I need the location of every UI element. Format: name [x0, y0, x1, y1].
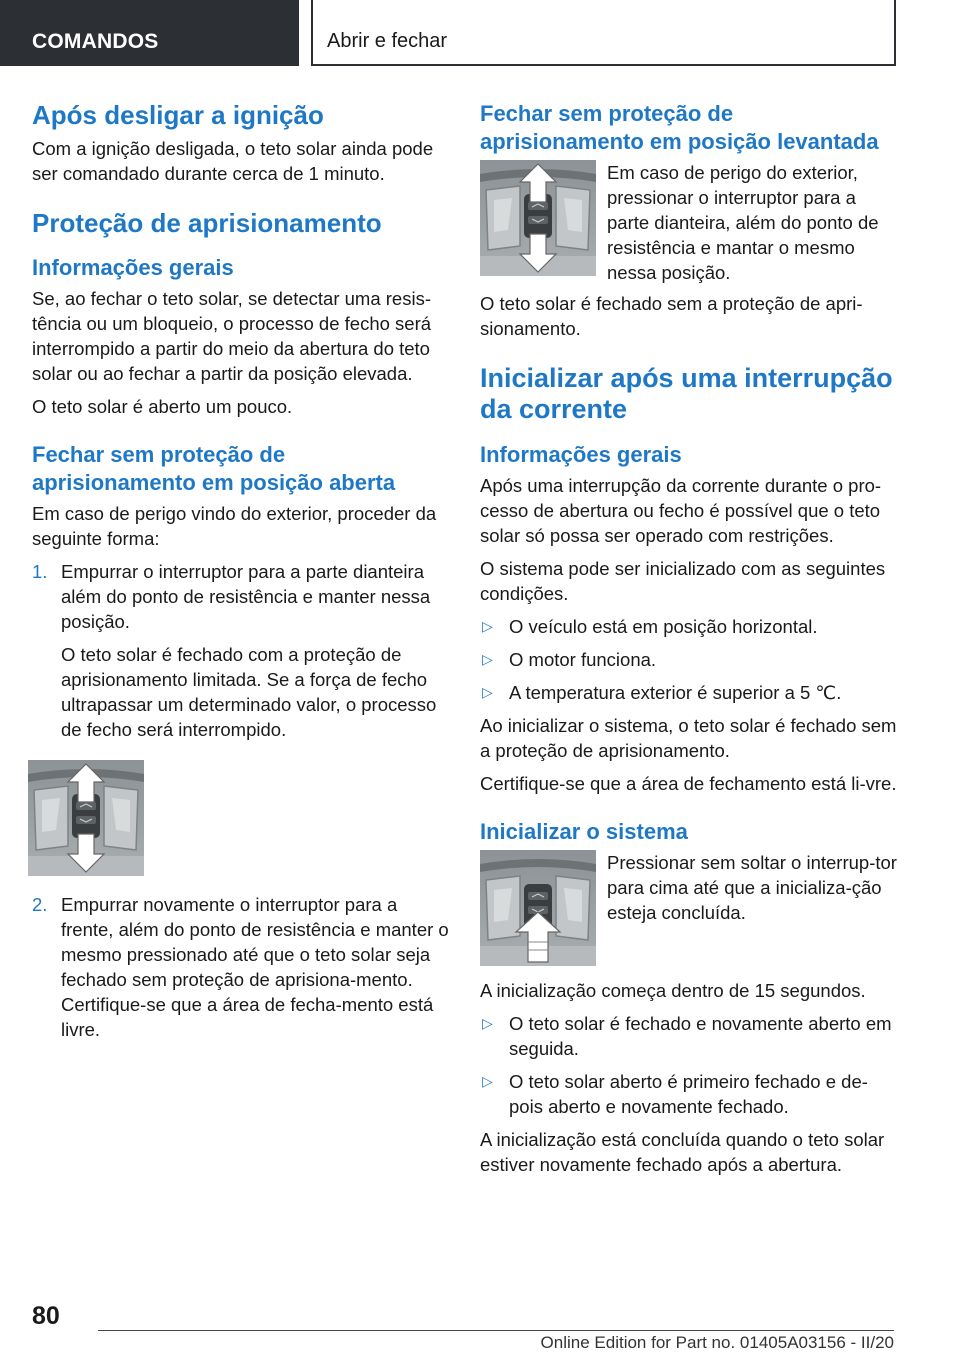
step-2-text: Empurrar novamente o interruptor para a frente, além do ponto de resistência e manter o mesmo pressionado até que o teto solar seja fechado sem proteção de aprisiona-mento. Certifique-se que a área de fecha-mento está livre.	[61, 894, 449, 1040]
condition-3	[480, 680, 898, 705]
step-2-number: 2.	[32, 894, 48, 915]
condition-3-text: A temperatura exterior é superior a 5 ℃.	[509, 682, 842, 703]
para-close-open: Em caso de perigo vindo do exterior, proceder da seguinte forma:	[32, 503, 437, 549]
para-init-3: Ao inicializar o sistema, o teto solar é fechado sem a proteção de aprisionamento.	[480, 715, 897, 761]
section-tab	[0, 0, 299, 66]
triangle-bullet-icon: ▷	[482, 1015, 493, 1031]
section-title: COMANDOS	[32, 30, 159, 53]
step-1	[32, 559, 450, 634]
step-1-detail: O teto solar é fechado com a proteção de aprisionamento limitada. Se a força de fecho ultrapassar um determinado valor, o processo de fecho será interrompido.	[61, 644, 437, 740]
heading-general-info-2: Informações gerais	[480, 442, 682, 467]
triangle-bullet-icon: ▷	[482, 618, 493, 634]
heading-pinch-protection: Proteção de aprisionamento	[32, 208, 382, 238]
condition-2-text: O motor funciona.	[509, 649, 657, 670]
condition-1-text: O veículo está em posição horizontal.	[509, 616, 818, 637]
switch-push-forward-image-2	[480, 160, 596, 276]
para-close-raised: O teto solar é fechado sem a proteção de apri-sionamento.	[480, 293, 863, 339]
left-column	[32, 100, 450, 1050]
chapter-tab	[311, 0, 896, 66]
heading-close-raised-position: Fechar sem proteção de aprisionamento em posição levantada	[480, 101, 879, 154]
para-init-done: A inicialização está concluída quando o teto solar estiver novamente fechado após a abertura.	[480, 1129, 885, 1175]
heading-init-system: Inicializar o sistema	[480, 819, 688, 844]
heading-close-open-position: Fechar sem proteção de aprisionamento em posição aberta	[32, 442, 396, 495]
page-number: 80	[32, 1302, 60, 1330]
footer-divider	[98, 1330, 894, 1331]
sequence-2-text: O teto solar aberto é primeiro fechado e de-pois aberto e novamente fechado.	[509, 1071, 868, 1117]
init-system-block	[480, 850, 898, 972]
close-raised-block	[480, 160, 898, 285]
para-init-2: O sistema pode ser inicializado com as seguintes condições.	[480, 558, 886, 604]
para-general-1: Se, ao fechar o teto solar, se detectar uma resis-tência ou um bloqueio, o processo de fecho será interrompido a partir do meio da abertura do teto solar ou ao fechar a partir da posição elevada.	[32, 288, 432, 384]
switch-push-forward-image	[28, 760, 144, 876]
heading-general-info: Informações gerais	[32, 255, 234, 280]
triangle-bullet-icon: ▷	[482, 684, 493, 700]
sequence-1-text: O teto solar é fechado e novamente aberto em seguida.	[509, 1013, 892, 1059]
condition-2	[480, 647, 898, 672]
sequence-2	[480, 1069, 898, 1119]
condition-1	[480, 614, 898, 639]
triangle-bullet-icon: ▷	[482, 651, 493, 667]
switch-push-up-image	[480, 850, 596, 966]
para-close-raised-side: Em caso de perigo do exterior, pressionar o interruptor para a parte dianteira, além do ponto de resistência e mantar o mesmo nessa posição.	[607, 162, 879, 283]
sequence-1	[480, 1011, 898, 1061]
para-general-2: O teto solar é aberto um pouco.	[32, 396, 293, 417]
triangle-bullet-icon: ▷	[482, 1073, 493, 1089]
para-init-start: A inicialização começa dentro de 15 segundos.	[480, 980, 866, 1001]
para-init-4: Certifique-se que a área de fechamento está li-vre.	[480, 773, 897, 794]
heading-init-after-interruption: Inicializar após uma interrupção da corrente	[480, 363, 893, 424]
heading-after-ignition: Após desligar a ignição	[32, 100, 324, 130]
step-1-text: Empurrar o interruptor para a parte dianteira além do ponto de resistência e manter nessa posição.	[61, 561, 431, 632]
chapter-title: Abrir e fechar	[327, 30, 448, 52]
para-init-system-side: Pressionar sem soltar o interrup-tor para cima até que a inicializa-ção esteja concluída.	[607, 852, 897, 923]
right-column	[480, 100, 898, 1185]
para-init-1: Após uma interrupção da corrente durante o pro-cesso de abertura ou fecho é possível que o teto solar só possa ser operado com restrições.	[480, 475, 882, 546]
step-2	[32, 892, 450, 1042]
page-header	[0, 0, 960, 66]
para-after-ignition: Com a ignição desligada, o teto solar ainda pode ser comandado durante cerca de 1 minuto.	[32, 138, 434, 184]
edition-note: Online Edition for Part no. 01405A03156 - II/20	[540, 1333, 894, 1352]
step-1-number: 1.	[32, 561, 48, 582]
